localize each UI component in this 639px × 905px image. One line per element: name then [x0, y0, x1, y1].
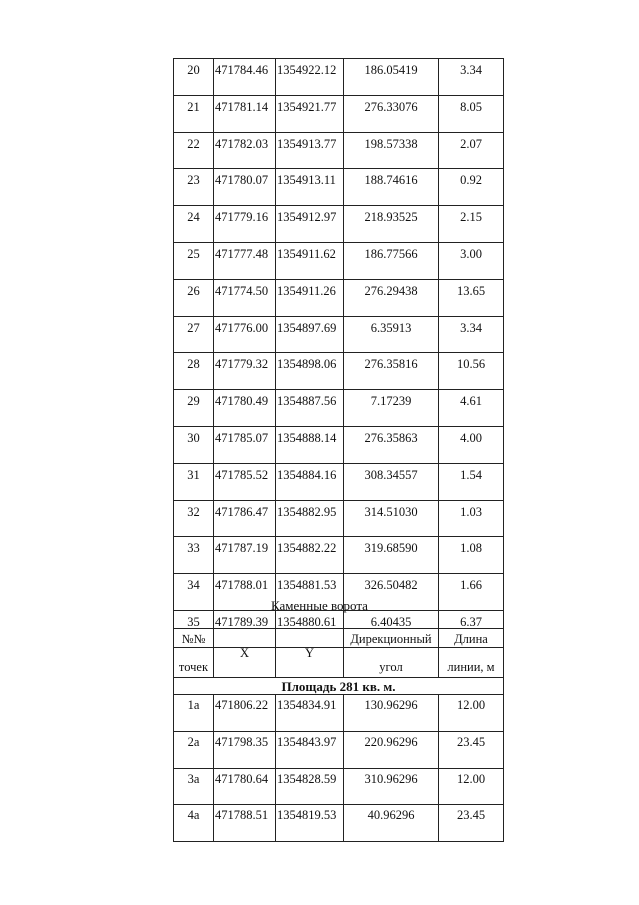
- table-cell: 471785.07: [214, 426, 276, 463]
- table-cell: 308.34557: [344, 463, 439, 500]
- table-cell: 1354882.95: [276, 500, 344, 537]
- table-cell: 471779.32: [214, 353, 276, 390]
- table-row: [174, 731, 504, 768]
- table-cell: 471806.22: [214, 695, 276, 732]
- table-cell: 31: [174, 463, 214, 500]
- table-row: [174, 768, 504, 805]
- table-cell: 7.17239: [344, 390, 439, 427]
- table-cell: 471774.50: [214, 279, 276, 316]
- table-cell: 471788.01: [214, 574, 276, 611]
- table-cell: 3а: [174, 768, 214, 805]
- header-line-length-bottom: линии, м: [447, 659, 495, 674]
- table-cell: 314.51030: [344, 500, 439, 537]
- table-cell: 1354828.59: [276, 768, 344, 805]
- header-direction-angle: [344, 629, 439, 678]
- table-cell: 188.74616: [344, 169, 439, 206]
- table-row: [174, 463, 504, 500]
- table-cell: 4а: [174, 805, 214, 842]
- table-row: [174, 426, 504, 463]
- table-cell: 1354911.26: [276, 279, 344, 316]
- table-header: [174, 629, 504, 678]
- table-cell: 1354882.22: [276, 537, 344, 574]
- table-cell: 2а: [174, 731, 214, 768]
- table-cell: 30: [174, 426, 214, 463]
- table-cell: 2.15: [439, 206, 504, 243]
- table-cell: 32: [174, 500, 214, 537]
- table-cell: 471786.47: [214, 500, 276, 537]
- table-cell: 471780.07: [214, 169, 276, 206]
- table-row: [174, 353, 504, 390]
- table-cell: 3.34: [439, 59, 504, 96]
- table-cell: 471788.51: [214, 805, 276, 842]
- table-row: [174, 390, 504, 427]
- table-cell: 1354912.97: [276, 206, 344, 243]
- table-cell: 20: [174, 59, 214, 96]
- table-cell: 1.03: [439, 500, 504, 537]
- table-cell: 12.00: [439, 768, 504, 805]
- table-cell: 1.54: [439, 463, 504, 500]
- table-cell: 4.00: [439, 426, 504, 463]
- table-cell: 1.66: [439, 574, 504, 611]
- table-cell: 471776.00: [214, 316, 276, 353]
- table-cell: 1354911.62: [276, 242, 344, 279]
- header-line-length: [439, 629, 504, 678]
- table-cell: 12.00: [439, 695, 504, 732]
- table-cell: 1354913.77: [276, 132, 344, 169]
- table-cell: 1354922.12: [276, 59, 344, 96]
- table-cell: 471777.48: [214, 242, 276, 279]
- table-cell: 471784.46: [214, 59, 276, 96]
- table-row: [174, 500, 504, 537]
- area-label: Площадь 281 кв. м.: [174, 678, 504, 695]
- table-cell: 326.50482: [344, 574, 439, 611]
- table-cell: 24: [174, 206, 214, 243]
- table-cell: 13.65: [439, 279, 504, 316]
- table-row: [174, 805, 504, 842]
- table-cell: 1354819.53: [276, 805, 344, 842]
- table-cell: 3.34: [439, 316, 504, 353]
- table-cell: 35: [174, 610, 214, 647]
- table-cell: 276.35863: [344, 426, 439, 463]
- table-cell: 471785.52: [214, 463, 276, 500]
- table-row: [174, 132, 504, 169]
- table-row: [174, 316, 504, 353]
- table-cell: 186.05419: [344, 59, 439, 96]
- table-cell: 319.68590: [344, 537, 439, 574]
- table-cell: 220.96296: [344, 731, 439, 768]
- header-y: [276, 629, 344, 678]
- table-cell: 6.40435: [344, 610, 439, 647]
- table-cell: 1354881.53: [276, 574, 344, 611]
- table-cell: 1354843.97: [276, 731, 344, 768]
- table-cell: 471782.03: [214, 132, 276, 169]
- table-cell: 27: [174, 316, 214, 353]
- table-row: [174, 695, 504, 732]
- table-cell: 1.08: [439, 537, 504, 574]
- table-cell: 33: [174, 537, 214, 574]
- table-cell: 471789.39: [214, 610, 276, 647]
- table-cell: 1354884.16: [276, 463, 344, 500]
- table-cell: 130.96296: [344, 695, 439, 732]
- table-cell: 1354897.69: [276, 316, 344, 353]
- table-cell: 1354834.91: [276, 695, 344, 732]
- header-direction-angle-bottom: угол: [379, 659, 403, 674]
- table-row: [174, 59, 504, 96]
- kamennye-vorota-table: [173, 628, 504, 842]
- header-point-number-bottom: точек: [178, 659, 209, 674]
- table-row: [174, 242, 504, 279]
- table-cell: 23: [174, 169, 214, 206]
- table-row: [174, 537, 504, 574]
- table-cell: 1а: [174, 695, 214, 732]
- table-cell: 6.35913: [344, 316, 439, 353]
- coordinates-table-continued: [173, 58, 504, 648]
- header-point-number: [174, 629, 214, 678]
- table-cell: 40.96296: [344, 805, 439, 842]
- table-cell: 218.93525: [344, 206, 439, 243]
- table-cell: 276.33076: [344, 95, 439, 132]
- table-cell: 471787.19: [214, 537, 276, 574]
- table-cell: 1354898.06: [276, 353, 344, 390]
- table-cell: 471779.16: [214, 206, 276, 243]
- table-cell: 471780.64: [214, 768, 276, 805]
- table-cell: 1354913.11: [276, 169, 344, 206]
- table-cell: 198.57338: [344, 132, 439, 169]
- table-cell: 471798.35: [214, 731, 276, 768]
- table-cell: 6.37: [439, 610, 504, 647]
- table-cell: 25: [174, 242, 214, 279]
- table-cell: 276.35816: [344, 353, 439, 390]
- table-cell: 471780.49: [214, 390, 276, 427]
- header-x: [214, 629, 276, 678]
- table-cell: 23.45: [439, 805, 504, 842]
- section-title: Каменные ворота: [271, 598, 368, 613]
- table-cell: 28: [174, 353, 214, 390]
- table-cell: 23.45: [439, 731, 504, 768]
- table-cell: 10.56: [439, 353, 504, 390]
- table-cell: 4.61: [439, 390, 504, 427]
- table-cell: 29: [174, 390, 214, 427]
- table-cell: 1354921.77: [276, 95, 344, 132]
- table-cell: 1354887.56: [276, 390, 344, 427]
- table-row: [174, 95, 504, 132]
- table-cell: 186.77566: [344, 242, 439, 279]
- table-cell: 2.07: [439, 132, 504, 169]
- table-cell: 1354880.61: [276, 610, 344, 647]
- header-point-number-top: №№: [181, 632, 206, 646]
- table-cell: 310.96296: [344, 768, 439, 805]
- table-row: [174, 206, 504, 243]
- table-row: [174, 169, 504, 206]
- header-line-length-top: Длина: [454, 632, 488, 646]
- table-cell: 22: [174, 132, 214, 169]
- table-cell: 21: [174, 95, 214, 132]
- table-cell: 1354888.14: [276, 426, 344, 463]
- header-y-label: Y: [304, 646, 315, 660]
- table-cell: 471781.14: [214, 95, 276, 132]
- table-row: [174, 279, 504, 316]
- table-cell: 26: [174, 279, 214, 316]
- table-cell: 0.92: [439, 169, 504, 206]
- table-cell: 34: [174, 574, 214, 611]
- kamennye-vorota-table-body: [174, 678, 504, 842]
- table-cell: 276.29438: [344, 279, 439, 316]
- coordinates-table-body: [174, 59, 504, 648]
- header-x-label: X: [239, 646, 250, 660]
- table-cell: 8.05: [439, 95, 504, 132]
- table-cell: 3.00: [439, 242, 504, 279]
- header-direction-angle-top: Дирекционный: [350, 632, 432, 646]
